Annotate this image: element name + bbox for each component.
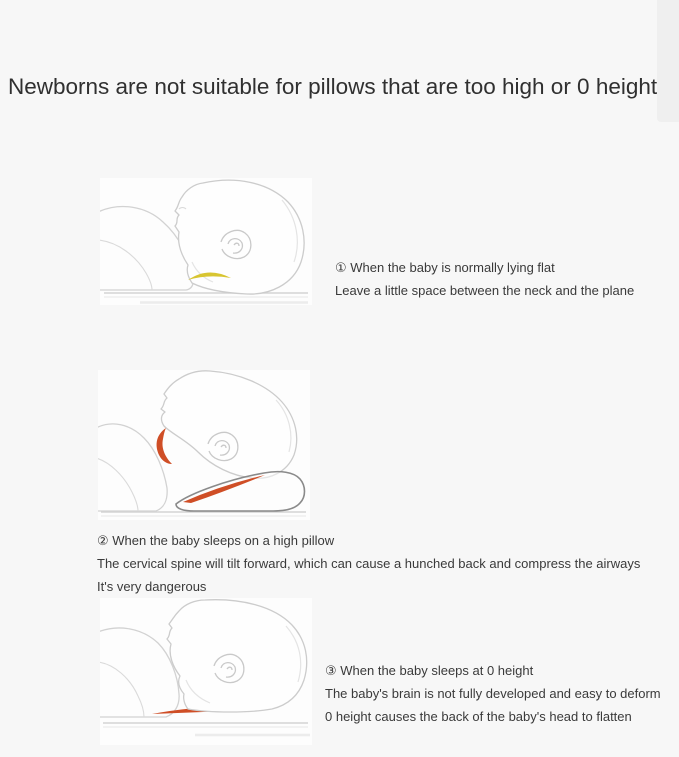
baby-on-high-pillow-drawing: [98, 370, 310, 520]
caption-line: The cervical spine will tilt forward, which can cause a hunched back and compress the airways: [97, 556, 641, 571]
caption-line: It's very dangerous: [97, 579, 207, 594]
pillow: [176, 472, 305, 511]
page-title: Newborns are not suitable for pillows that are too high or 0 height: [8, 74, 658, 99]
caption-high-pillow: [97, 529, 640, 598]
caption-line: The baby's brain is not fully developed and easy to deform: [325, 686, 661, 701]
baby-lying-flat-drawing: [100, 178, 312, 305]
baby-lying-flat-illustration: [100, 178, 312, 305]
baby-on-high-pillow-illustration: [98, 370, 310, 520]
baby-at-zero-height-illustration: [100, 598, 312, 745]
caption-line: ① When the baby is normally lying flat: [335, 260, 555, 275]
baby-body: [100, 628, 179, 717]
caption-line: 0 height causes the back of the baby's head to flatten: [325, 709, 632, 724]
neck-crease-highlight: [157, 428, 172, 464]
caption-line: Leave a little space between the neck and the plane: [335, 283, 635, 298]
baby-body: [98, 424, 167, 511]
caption-lying-flat: [335, 256, 634, 302]
right-edge-panel: [657, 0, 679, 122]
baby-at-zero-height-drawing: [100, 598, 312, 745]
caption-line: ③ When the baby sleeps at 0 height: [325, 663, 534, 678]
caption-zero-height: [325, 659, 661, 728]
caption-line: ② When the baby sleeps on a high pillow: [97, 533, 335, 548]
baby-head: [161, 371, 297, 478]
